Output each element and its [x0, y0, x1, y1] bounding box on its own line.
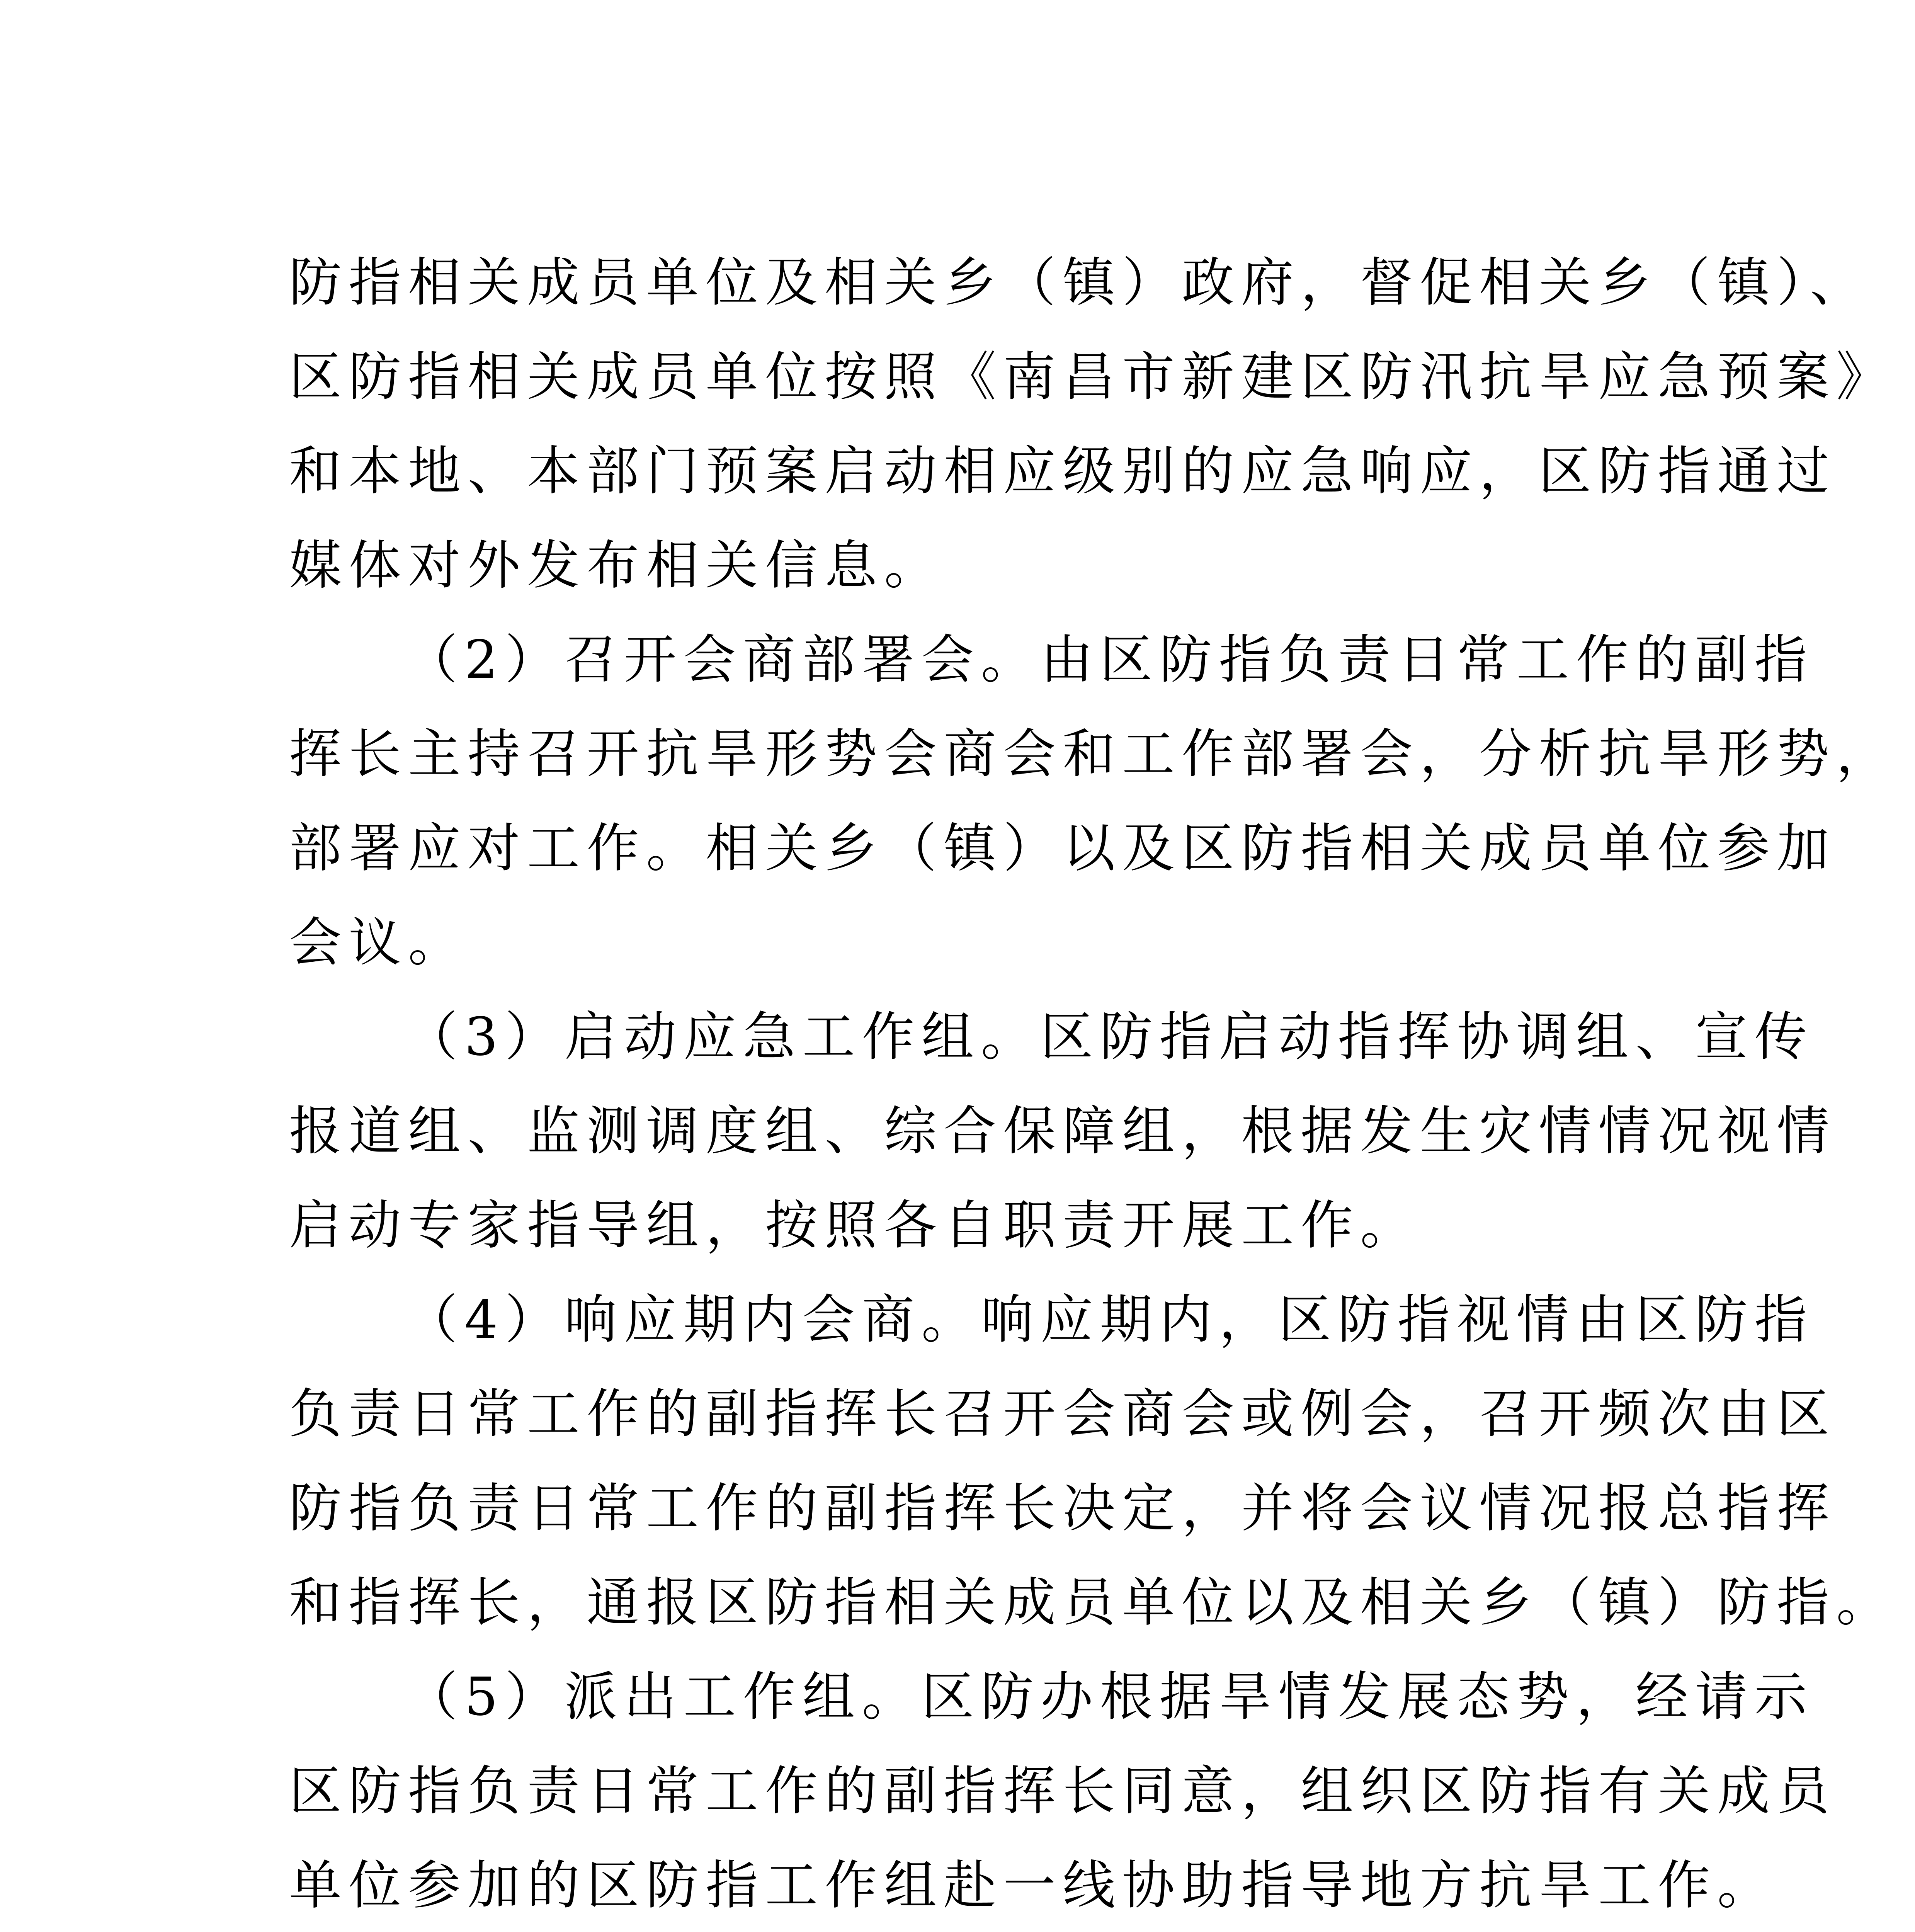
- text-line-2: 区防指相关成员单位按照《南昌市新建区防汛抗旱应急预案》: [289, 347, 1896, 408]
- text-line-18: 单位参加的区防指工作组赴一线协助指导地方抗旱工作。: [289, 1855, 1777, 1916]
- text-line-11: 启动专家指导组，按照各自职责开展工作。: [289, 1195, 1420, 1256]
- text-line-4: 媒体对外发布相关信息。: [289, 535, 944, 596]
- text-line-1: 防指相关成员单位及相关乡（镇）政府，督促相关乡（镇）、: [289, 252, 1869, 313]
- text-line-3: 和本地、本部门预案启动相应级别的应急响应，区防指通过: [289, 441, 1836, 502]
- text-line-17: 区防指负责日常工作的副指挥长同意，组织区防指有关成员: [289, 1761, 1836, 1822]
- paragraph-2-first-line: （2）召开会商部署会。由区防指负责日常工作的副指: [405, 629, 1814, 690]
- text-line-13: 负责日常工作的副指挥长召开会商会或例会，召开频次由区: [289, 1384, 1836, 1445]
- text-line-8: 会议。: [289, 912, 468, 973]
- paragraph-3-first-line: （3）启动应急工作组。区防指启动指挥协调组、宣传: [405, 1007, 1814, 1068]
- text-line-10: 报道组、监测调度组、综合保障组，根据发生灾情情况视情: [289, 1101, 1836, 1162]
- paragraph-4-first-line: （4）响应期内会商。响应期内，区防指视情由区防指: [405, 1289, 1814, 1350]
- paragraph-5-first-line: （5）派出工作组。区防办根据旱情发展态势，经请示: [405, 1667, 1814, 1728]
- text-line-15: 和指挥长，通报区防指相关成员单位以及相关乡（镇）防指。: [289, 1572, 1896, 1633]
- body-text: [289, 236, 1896, 1932]
- text-line-7: 部署应对工作。相关乡（镇）以及区防指相关成员单位参加: [289, 818, 1836, 879]
- text-line-6: 挥长主持召开抗旱形势会商会和工作部署会，分析抗旱形势，: [289, 724, 1896, 785]
- text-line-14: 防指负责日常工作的副指挥长决定，并将会议情况报总指挥: [289, 1478, 1836, 1539]
